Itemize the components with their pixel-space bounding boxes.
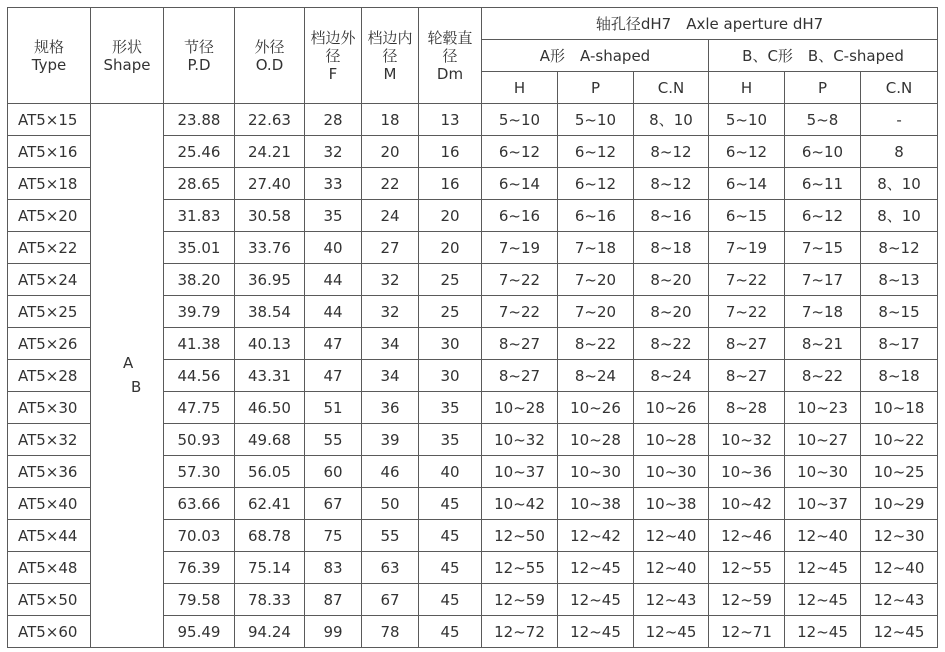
cell-bc-cn: 8~13 — [861, 264, 938, 296]
cell-bc-h: 7~22 — [709, 296, 785, 328]
cell-type: AT5×36 — [8, 456, 91, 488]
cell-pitch-diameter: 23.88 — [164, 104, 235, 136]
cell-outer-diameter: 24.21 — [235, 136, 305, 168]
cell-outer-diameter: 62.41 — [235, 488, 305, 520]
cell-a-h: 12~50 — [482, 520, 558, 552]
cell-flange-outer: 75 — [305, 520, 362, 552]
cell-type: AT5×26 — [8, 328, 91, 360]
cell-bc-cn: 8、10 — [861, 200, 938, 232]
cell-outer-diameter: 33.76 — [235, 232, 305, 264]
cell-type: AT5×24 — [8, 264, 91, 296]
cell-a-h: 12~55 — [482, 552, 558, 584]
cell-hub-diameter: 25 — [419, 264, 482, 296]
cell-bc-p: 6~12 — [785, 200, 861, 232]
header-a-p: P — [558, 72, 634, 104]
cell-flange-inner: 34 — [362, 328, 419, 360]
cell-flange-inner: 39 — [362, 424, 419, 456]
cell-a-h: 5~10 — [482, 104, 558, 136]
cell-a-h: 8~27 — [482, 360, 558, 392]
header-flange-outer — [305, 8, 362, 104]
cell-flange-outer: 83 — [305, 552, 362, 584]
cell-a-p: 8~24 — [558, 360, 634, 392]
cell-bc-cn: 12~40 — [861, 552, 938, 584]
cell-bc-h: 8~27 — [709, 360, 785, 392]
cell-bc-cn: - — [861, 104, 938, 136]
cell-a-cn: 12~40 — [634, 520, 709, 552]
cell-a-h: 12~59 — [482, 584, 558, 616]
cell-bc-h: 5~10 — [709, 104, 785, 136]
cell-flange-inner: 34 — [362, 360, 419, 392]
cell-bc-h: 6~15 — [709, 200, 785, 232]
cell-outer-diameter: 94.24 — [235, 616, 305, 648]
cell-a-p: 6~16 — [558, 200, 634, 232]
cell-pitch-diameter: 41.38 — [164, 328, 235, 360]
cell-pitch-diameter: 28.65 — [164, 168, 235, 200]
spec-table — [7, 7, 938, 648]
cell-a-p: 10~26 — [558, 392, 634, 424]
cell-a-p: 7~20 — [558, 296, 634, 328]
cell-bc-h: 10~32 — [709, 424, 785, 456]
cell-flange-inner: 18 — [362, 104, 419, 136]
cell-a-cn: 8~12 — [634, 136, 709, 168]
cell-a-p: 10~30 — [558, 456, 634, 488]
cell-flange-outer: 44 — [305, 264, 362, 296]
cell-bc-cn: 10~18 — [861, 392, 938, 424]
cell-a-p: 12~45 — [558, 584, 634, 616]
cell-type: AT5×50 — [8, 584, 91, 616]
cell-type: AT5×28 — [8, 360, 91, 392]
cell-bc-p: 8~21 — [785, 328, 861, 360]
cell-flange-outer: 44 — [305, 296, 362, 328]
cell-pitch-diameter: 50.93 — [164, 424, 235, 456]
cell-outer-diameter: 78.33 — [235, 584, 305, 616]
cell-flange-inner: 67 — [362, 584, 419, 616]
cell-flange-inner: 24 — [362, 200, 419, 232]
cell-bc-cn: 10~22 — [861, 424, 938, 456]
cell-a-h: 6~16 — [482, 200, 558, 232]
cell-pitch-diameter: 25.46 — [164, 136, 235, 168]
cell-bc-h: 6~14 — [709, 168, 785, 200]
cell-outer-diameter: 27.40 — [235, 168, 305, 200]
cell-pitch-diameter: 47.75 — [164, 392, 235, 424]
cell-outer-diameter: 40.13 — [235, 328, 305, 360]
cell-flange-outer: 47 — [305, 328, 362, 360]
header-flange-inner — [362, 8, 419, 104]
cell-flange-outer: 67 — [305, 488, 362, 520]
cell-pitch-diameter: 38.20 — [164, 264, 235, 296]
header-bc-cn: C.N — [861, 72, 938, 104]
cell-bc-p: 10~37 — [785, 488, 861, 520]
cell-outer-diameter: 30.58 — [235, 200, 305, 232]
header-flange-inner-l1: 档边内 — [367, 28, 413, 47]
cell-flange-outer: 28 — [305, 104, 362, 136]
cell-outer-diameter: 38.54 — [235, 296, 305, 328]
cell-flange-outer: 32 — [305, 136, 362, 168]
cell-a-cn: 10~38 — [634, 488, 709, 520]
cell-bc-h: 7~22 — [709, 264, 785, 296]
cell-pitch-diameter: 35.01 — [164, 232, 235, 264]
cell-hub-diameter: 13 — [419, 104, 482, 136]
cell-a-p: 12~45 — [558, 552, 634, 584]
header-outer-en: O.D — [255, 55, 284, 74]
cell-bc-p: 7~17 — [785, 264, 861, 296]
header-shape — [91, 8, 164, 104]
cell-type: AT5×22 — [8, 232, 91, 264]
header-bc-p: P — [785, 72, 861, 104]
cell-type: AT5×18 — [8, 168, 91, 200]
cell-outer-diameter: 22.63 — [235, 104, 305, 136]
cell-a-h: 8~27 — [482, 328, 558, 360]
cell-flange-outer: 33 — [305, 168, 362, 200]
cell-pitch-diameter: 70.03 — [164, 520, 235, 552]
cell-pitch-diameter: 79.58 — [164, 584, 235, 616]
cell-flange-inner: 55 — [362, 520, 419, 552]
cell-a-cn: 8~20 — [634, 296, 709, 328]
header-bc-h: H — [709, 72, 785, 104]
cell-outer-diameter: 49.68 — [235, 424, 305, 456]
cell-bc-p: 8~22 — [785, 360, 861, 392]
header-hub-l1: 轮毂直 — [427, 28, 473, 47]
cell-pitch-diameter: 44.56 — [164, 360, 235, 392]
cell-hub-diameter: 45 — [419, 552, 482, 584]
header-pitch-diameter — [164, 8, 235, 104]
cell-bc-cn: 8~17 — [861, 328, 938, 360]
cell-bc-p: 12~45 — [785, 616, 861, 648]
cell-hub-diameter: 30 — [419, 360, 482, 392]
cell-a-h: 7~22 — [482, 296, 558, 328]
cell-flange-outer: 99 — [305, 616, 362, 648]
cell-flange-inner: 46 — [362, 456, 419, 488]
cell-a-p: 7~18 — [558, 232, 634, 264]
cell-a-p: 7~20 — [558, 264, 634, 296]
cell-outer-diameter: 46.50 — [235, 392, 305, 424]
cell-flange-outer: 51 — [305, 392, 362, 424]
cell-bc-h: 12~59 — [709, 584, 785, 616]
cell-flange-inner: 27 — [362, 232, 419, 264]
header-flange-inner-l2: 径 — [382, 46, 398, 65]
cell-hub-diameter: 20 — [419, 232, 482, 264]
cell-flange-outer: 40 — [305, 232, 362, 264]
cell-flange-inner: 32 — [362, 264, 419, 296]
cell-bc-cn: 8~12 — [861, 232, 938, 264]
cell-bc-cn: 12~45 — [861, 616, 938, 648]
cell-type: AT5×60 — [8, 616, 91, 648]
cell-outer-diameter: 56.05 — [235, 456, 305, 488]
cell-a-cn: 12~45 — [634, 616, 709, 648]
cell-pitch-diameter: 57.30 — [164, 456, 235, 488]
header-a-shaped: A形 A-shaped — [482, 40, 709, 72]
cell-hub-diameter: 20 — [419, 200, 482, 232]
cell-hub-diameter: 16 — [419, 168, 482, 200]
cell-pitch-diameter: 76.39 — [164, 552, 235, 584]
cell-type: AT5×32 — [8, 424, 91, 456]
cell-bc-p: 7~18 — [785, 296, 861, 328]
header-a-h: H — [482, 72, 558, 104]
cell-flange-outer: 55 — [305, 424, 362, 456]
header-a-cn: C.N — [634, 72, 709, 104]
cell-a-p: 6~12 — [558, 136, 634, 168]
cell-a-p: 10~38 — [558, 488, 634, 520]
cell-a-cn: 12~40 — [634, 552, 709, 584]
cell-bc-p: 6~11 — [785, 168, 861, 200]
cell-type: AT5×40 — [8, 488, 91, 520]
cell-hub-diameter: 40 — [419, 456, 482, 488]
cell-bc-cn: 10~29 — [861, 488, 938, 520]
cell-a-cn: 12~43 — [634, 584, 709, 616]
cell-bc-cn: 12~30 — [861, 520, 938, 552]
cell-flange-outer: 47 — [305, 360, 362, 392]
shape-a: A — [123, 354, 134, 372]
cell-a-cn: 8~22 — [634, 328, 709, 360]
cell-type: AT5×15 — [8, 104, 91, 136]
cell-a-h: 7~22 — [482, 264, 558, 296]
cell-bc-cn: 12~43 — [861, 584, 938, 616]
cell-outer-diameter: 68.78 — [235, 520, 305, 552]
cell-bc-h: 6~12 — [709, 136, 785, 168]
cell-outer-diameter: 43.31 — [235, 360, 305, 392]
cell-a-cn: 8~24 — [634, 360, 709, 392]
cell-flange-inner: 20 — [362, 136, 419, 168]
cell-a-h: 12~72 — [482, 616, 558, 648]
cell-pitch-diameter: 63.66 — [164, 488, 235, 520]
header-type-en: Type — [31, 55, 67, 74]
cell-a-cn: 8~12 — [634, 168, 709, 200]
cell-outer-diameter: 75.14 — [235, 552, 305, 584]
header-hub-diameter — [419, 8, 482, 104]
cell-a-p: 6~12 — [558, 168, 634, 200]
cell-pitch-diameter: 39.79 — [164, 296, 235, 328]
header-flange-outer-l3: F — [328, 64, 338, 83]
cell-type: AT5×44 — [8, 520, 91, 552]
cell-flange-outer: 35 — [305, 200, 362, 232]
cell-flange-inner: 22 — [362, 168, 419, 200]
shape-b: B — [131, 378, 142, 396]
cell-a-cn: 8~20 — [634, 264, 709, 296]
cell-bc-cn: 8~18 — [861, 360, 938, 392]
header-axle-aperture: 轴孔径dH7 Axle aperture dH7 — [482, 8, 938, 40]
cell-a-p: 12~45 — [558, 616, 634, 648]
header-type-zh: 规格 — [33, 37, 64, 56]
cell-bc-cn: 8、10 — [861, 168, 938, 200]
cell-hub-diameter: 45 — [419, 584, 482, 616]
cell-bc-p: 10~27 — [785, 424, 861, 456]
cell-a-h: 7~19 — [482, 232, 558, 264]
header-bc-shaped: B、C形 B、C-shaped — [709, 40, 938, 72]
cell-type: AT5×20 — [8, 200, 91, 232]
header-outer-zh: 外径 — [254, 37, 285, 56]
cell-bc-h: 12~71 — [709, 616, 785, 648]
table-body — [8, 104, 938, 648]
cell-flange-outer: 60 — [305, 456, 362, 488]
header-hub-l3: Dm — [436, 64, 464, 83]
cell-type: AT5×48 — [8, 552, 91, 584]
cell-bc-p: 12~45 — [785, 552, 861, 584]
cell-pitch-diameter: 95.49 — [164, 616, 235, 648]
cell-bc-p: 5~8 — [785, 104, 861, 136]
cell-hub-diameter: 45 — [419, 616, 482, 648]
cell-a-p: 8~22 — [558, 328, 634, 360]
cell-a-cn: 8~16 — [634, 200, 709, 232]
cell-a-h: 10~28 — [482, 392, 558, 424]
header-flange-outer-l2: 径 — [325, 46, 341, 65]
cell-a-h: 10~42 — [482, 488, 558, 520]
header-pitch-en: P.D — [187, 55, 211, 74]
header-pitch-zh: 节径 — [183, 37, 214, 56]
cell-bc-p: 6~10 — [785, 136, 861, 168]
cell-bc-p: 12~40 — [785, 520, 861, 552]
cell-type: AT5×16 — [8, 136, 91, 168]
cell-hub-diameter: 45 — [419, 488, 482, 520]
cell-a-cn: 10~30 — [634, 456, 709, 488]
cell-bc-p: 10~30 — [785, 456, 861, 488]
cell-bc-p: 7~15 — [785, 232, 861, 264]
cell-bc-cn: 8 — [861, 136, 938, 168]
cell-bc-p: 12~45 — [785, 584, 861, 616]
cell-hub-diameter: 30 — [419, 328, 482, 360]
cell-bc-h: 10~36 — [709, 456, 785, 488]
cell-a-h: 10~32 — [482, 424, 558, 456]
cell-a-p: 5~10 — [558, 104, 634, 136]
cell-bc-h: 7~19 — [709, 232, 785, 264]
cell-flange-inner: 78 — [362, 616, 419, 648]
header-hub-l2: 径 — [442, 46, 458, 65]
header-shape-zh: 形状 — [111, 37, 142, 56]
cell-a-cn: 10~28 — [634, 424, 709, 456]
cell-bc-h: 8~27 — [709, 328, 785, 360]
cell-a-h: 6~14 — [482, 168, 558, 200]
table-row — [8, 104, 938, 136]
cell-hub-diameter: 35 — [419, 424, 482, 456]
shape-cell — [91, 104, 164, 648]
cell-flange-outer: 87 — [305, 584, 362, 616]
cell-hub-diameter: 45 — [419, 520, 482, 552]
cell-bc-p: 10~23 — [785, 392, 861, 424]
header-type — [8, 8, 91, 104]
cell-type: AT5×25 — [8, 296, 91, 328]
cell-outer-diameter: 36.95 — [235, 264, 305, 296]
cell-a-p: 12~42 — [558, 520, 634, 552]
cell-bc-cn: 8~15 — [861, 296, 938, 328]
cell-hub-diameter: 25 — [419, 296, 482, 328]
cell-flange-inner: 36 — [362, 392, 419, 424]
cell-bc-h: 12~55 — [709, 552, 785, 584]
cell-bc-h: 10~42 — [709, 488, 785, 520]
header-shape-en: Shape — [103, 55, 151, 74]
cell-bc-cn: 10~25 — [861, 456, 938, 488]
cell-pitch-diameter: 31.83 — [164, 200, 235, 232]
cell-a-h: 10~37 — [482, 456, 558, 488]
cell-flange-inner: 50 — [362, 488, 419, 520]
cell-a-h: 6~12 — [482, 136, 558, 168]
cell-a-cn: 8、10 — [634, 104, 709, 136]
cell-bc-h: 12~46 — [709, 520, 785, 552]
cell-type: AT5×30 — [8, 392, 91, 424]
header-flange-inner-l3: M — [383, 64, 397, 83]
cell-bc-h: 8~28 — [709, 392, 785, 424]
cell-a-p: 10~28 — [558, 424, 634, 456]
header-outer-diameter — [235, 8, 305, 104]
cell-a-cn: 10~26 — [634, 392, 709, 424]
cell-a-cn: 8~18 — [634, 232, 709, 264]
cell-flange-inner: 63 — [362, 552, 419, 584]
cell-hub-diameter: 35 — [419, 392, 482, 424]
cell-flange-inner: 32 — [362, 296, 419, 328]
header-flange-outer-l1: 档边外 — [310, 28, 356, 47]
cell-hub-diameter: 16 — [419, 136, 482, 168]
